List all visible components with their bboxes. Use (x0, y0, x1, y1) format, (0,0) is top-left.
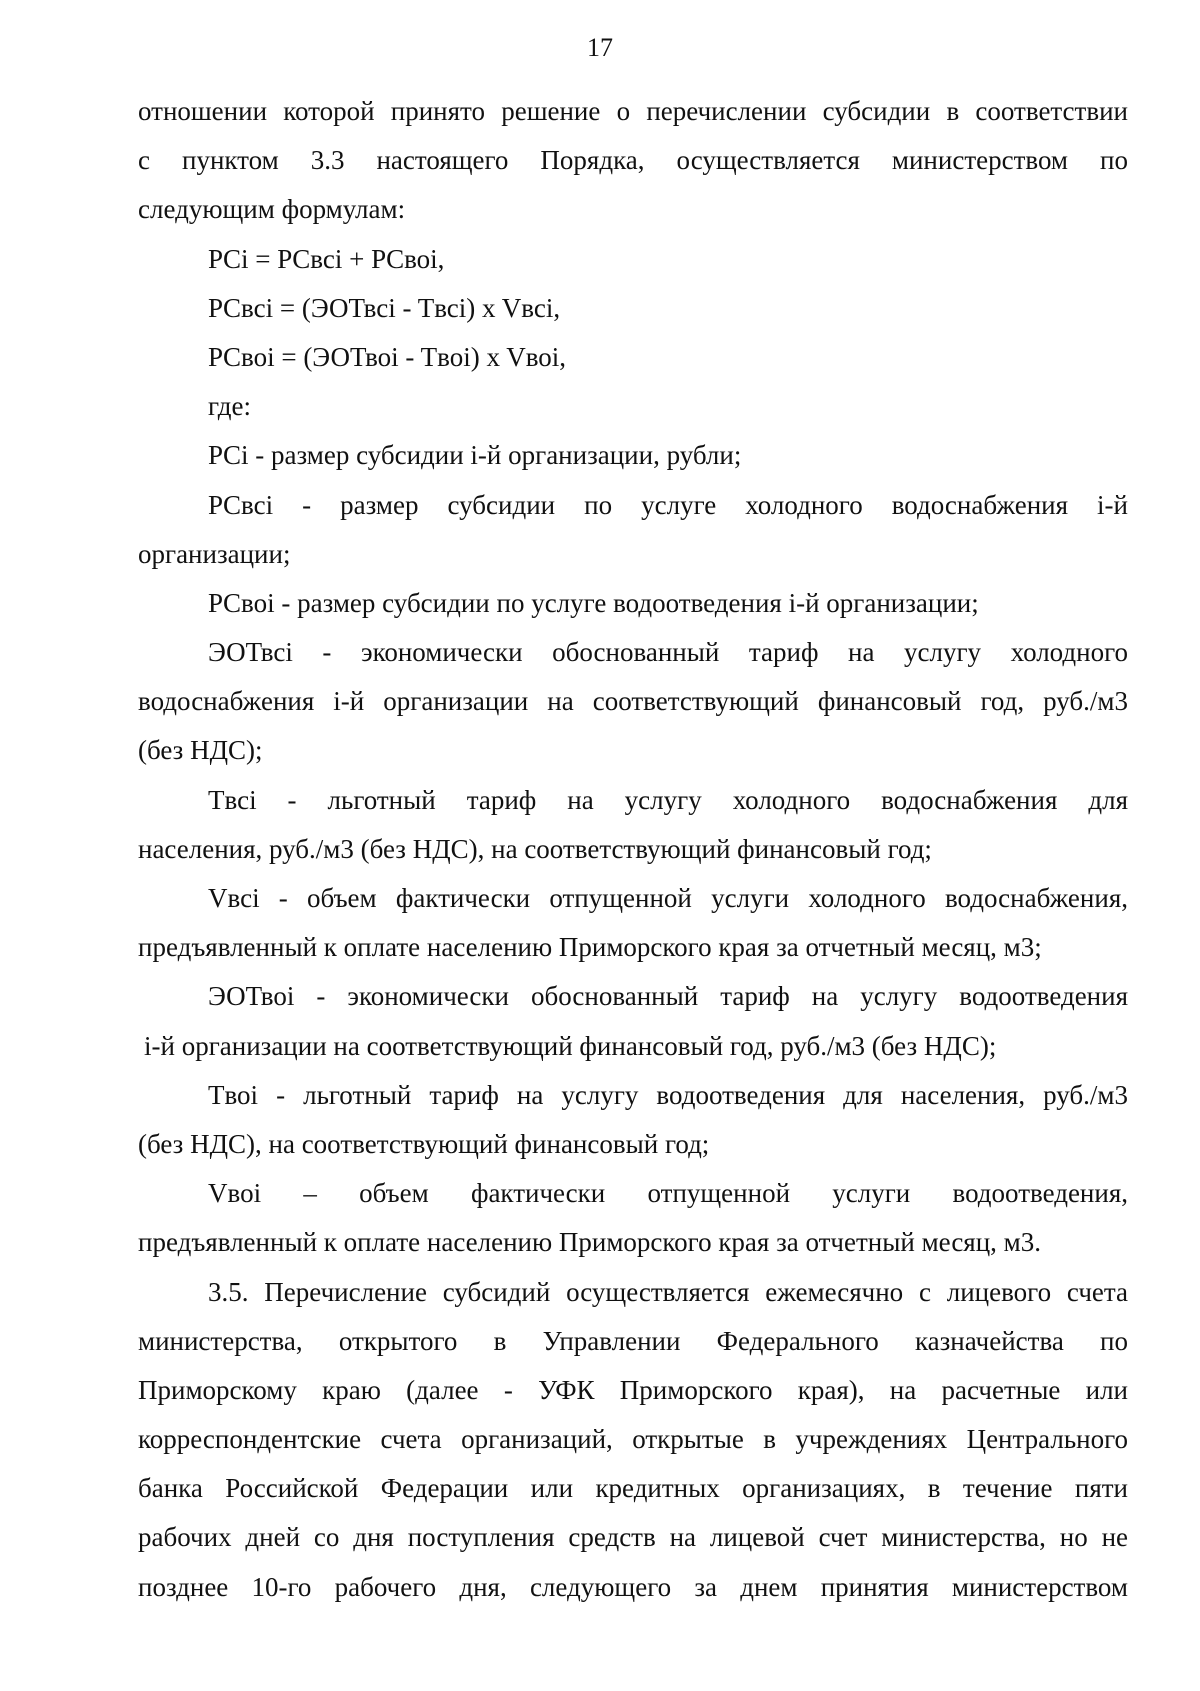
text-line: с пунктом 3.3 настоящего Порядка, осуществляется министерством по (138, 145, 1128, 176)
text-line: организации; (138, 538, 291, 569)
text-line: ЭОТвоi - экономически обоснованный тариф на услугу водоотведения (208, 981, 1128, 1012)
text-line: Vвсi - объем фактически отпущенной услуги холодного водоснабжения, (208, 883, 1128, 913)
text-line: банка Российской Федерации или кредитных организациях, в течение пяти (138, 1473, 1128, 1504)
document-body (138, 87, 1128, 1612)
text-line: отношении которой принято решение о перечислении субсидии в соответствии (138, 96, 1128, 126)
text-line: Приморскому краю (далее - УФК Приморского края), на расчетные или (138, 1374, 1128, 1405)
text-line: водоснабжения i-й организации на соответствующий финансовый год, руб./м3 (138, 686, 1128, 717)
text-line: PCвоi - размер субсидии по услуге водоотведения i-й организации; (208, 587, 979, 618)
text-line: корреспондентские счета организаций, открытые в учреждениях Центрального (138, 1424, 1128, 1455)
text-line: рабочих дней со дня поступления средств на лицевой счет министерства, но не (138, 1522, 1128, 1553)
text-line: (без НДС), на соответствующий финансовый год; (138, 1128, 710, 1159)
text-line: предъявленный к оплате населению Приморского края за отчетный месяц, м3; (138, 932, 1042, 963)
text-line: министерства, открытого в Управлении Федерального казначейства по (138, 1325, 1128, 1356)
formula-line: PCвсi = (ЭОТвсi - Tвсi) x Vвсi, (208, 292, 561, 323)
text-line: PCвсi - размер субсидии по услуге холодного водоснабжения i-й (208, 489, 1128, 520)
page-number: 17 (587, 33, 613, 62)
text-line: 3.5. Перечисление субсидий осуществляется ежемесячно с лицевого счета (208, 1276, 1128, 1307)
text-line: ЭОТвсi - экономически обоснованный тариф на услугу холодного (208, 637, 1128, 668)
text-line: предъявленный к оплате населению Приморского края за отчетный месяц, м3. (138, 1227, 1042, 1258)
formula-line: PCвоi = (ЭОТвоi - Tвоi) x Vвоi, (208, 341, 567, 372)
text-line: где: (208, 391, 251, 422)
formula-line: PCi = PCвсi + PCвоi, (208, 243, 445, 274)
text-line: следующим формулам: (138, 194, 406, 225)
text-line: Tвсi - льготный тариф на услугу холодного водоснабжения для (208, 784, 1128, 815)
text-line: PCi - размер субсидии i-й организации, рубли; (208, 440, 742, 471)
text-line: (без НДС); (138, 735, 263, 766)
text-line: населения, руб./м3 (без НДС), на соответствующий финансовый год; (138, 833, 932, 864)
text-line: Tвоi - льготный тариф на услугу водоотведения для населения, руб./м3 (208, 1079, 1128, 1110)
text-line: Vвоi – объем фактически отпущенной услуги водоотведения, (208, 1178, 1128, 1209)
text-line: позднее 10-го рабочего дня, следующего за днем принятия министерством (138, 1571, 1128, 1602)
text-line: i-й организации на соответствующий финансовый год, руб./м3 (без НДС); (144, 1030, 997, 1061)
